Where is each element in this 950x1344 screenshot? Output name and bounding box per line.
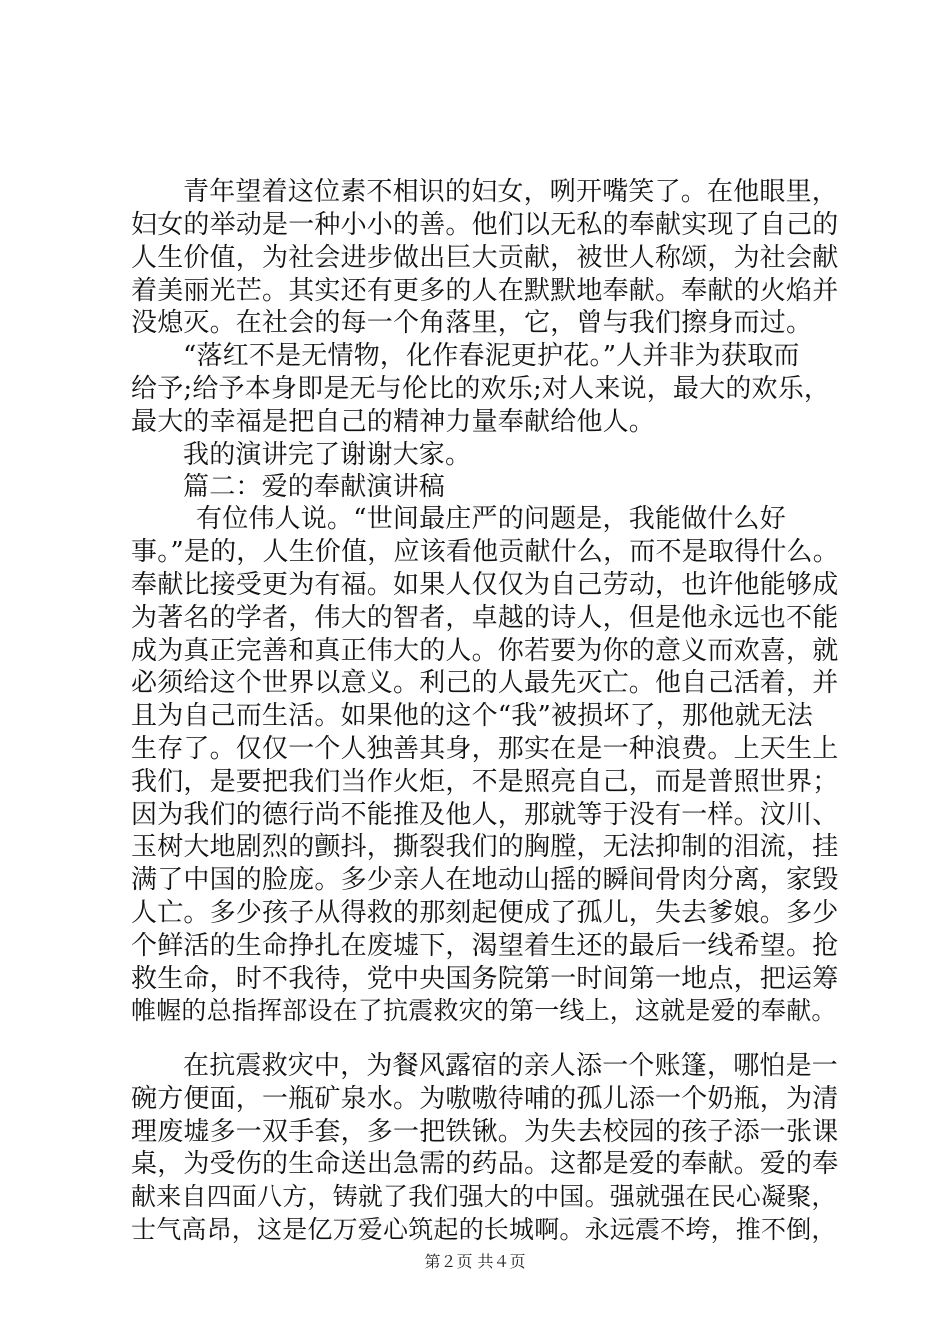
paragraph-line: 我们，是要把我们当作火炬，不是照亮自己，而是普照世界；	[131, 767, 839, 797]
paragraph-line: 士气高昂，这是亿万爱心筑起的长城啊。永远震不垮，推不倒，	[131, 1215, 837, 1244]
paragraph-line: 帷幄的总指挥部设在了抗震救灾的第一线上，这就是爱的奉献。	[131, 996, 837, 1025]
paragraph-line: 碗方便面，一瓶矿泉水。为嗷嗷待哺的孤儿添一个奶瓶，为清	[131, 1084, 839, 1114]
paragraph-line: 因为我们的德行尚不能推及他人，那就等于没有一样。汶川、	[131, 800, 839, 830]
section-heading: 篇二：爱的奉献演讲稿	[183, 472, 446, 502]
paragraph-line: 满了中国的脸庞。多少亲人在地动山摇的瞬间骨肉分离，家毁	[131, 865, 839, 895]
paragraph-line: 个鲜活的生命挣扎在废墟下，渴望着生还的最后一线希望。抢	[131, 931, 839, 961]
paragraph-line: 着美丽光芒。其实还有更多的人在默默地奉献。奉献的火焰并	[131, 276, 839, 306]
paragraph-line: “落红不是无情物，化作春泥更护花。”人并非为获取而	[183, 341, 800, 371]
paragraph-line: 且为自己而生活。如果他的这个“我”被损坏了，那他就无法	[131, 701, 813, 731]
paragraph-line: 青年望着这位素不相识的妇女，咧开嘴笑了。在他眼里，	[183, 177, 839, 207]
paragraph-line: 救生命，时不我待，党中央国务院第一时间第一地点，把运筹	[131, 964, 839, 994]
paragraph-line: 桌，为受伤的生命送出急需的药品。这都是爱的奉献。爱的奉	[131, 1149, 839, 1179]
paragraph-line: 妇女的举动是一种小小的善。他们以无私的奉献实现了自己的	[131, 210, 839, 240]
paragraph-line: 献来自四面八方，铸就了我们强大的中国。强就强在民心凝聚，	[131, 1182, 837, 1211]
paragraph-line: 生存了。仅仅一个人独善其身，那实在是一种浪费。上天生上	[131, 734, 839, 764]
paragraph-line: 人生价值，为社会进步做出巨大贡献，被世人称颂，为社会献	[131, 243, 839, 273]
paragraph-line: 奉献比接受更为有福。如果人仅仅为自己劳动，也许他能够成	[131, 570, 839, 600]
paragraph-line: 最大的幸福是把自己的精神力量奉献给他人。	[131, 407, 656, 437]
page-number-footer: 第２页 共４页	[424, 1252, 526, 1271]
paragraph-line: 理废墟多一双手套，多一把铁锹。为失去校园的孩子添一张课	[131, 1117, 839, 1147]
paragraph-line: 人亡。多少孩子从得救的那刻起便成了孤儿，失去爹娘。多少	[131, 898, 839, 928]
paragraph-line: 没熄灭。在社会的每一个角落里，它，曾与我们擦身而过。	[131, 308, 813, 338]
paragraph-line: 为著名的学者，伟大的智者，卓越的诗人，但是他永远也不能	[131, 603, 839, 633]
paragraph-line: 必须给这个世界以意义。利己的人最先灭亡。他自己活着，并	[131, 668, 839, 698]
paragraph-line: 给予;给予本身即是无与伦比的欢乐;对人来说，最大的欢乐，	[131, 374, 831, 404]
paragraph-line: 我的演讲完了谢谢大家。	[183, 440, 472, 470]
paragraph-line: 在抗震救灾中，为餐风露宿的亲人添一个账篷，哪怕是一	[183, 1051, 839, 1081]
paragraph-line: 玉树大地剧烈的颤抖，撕裂我们的胸膛，无法抑制的泪流，挂	[131, 832, 839, 862]
paragraph-line: 事。”是的，人生价值，应该看他贡献什么，而不是取得什么。	[131, 537, 839, 567]
paragraph-line: 成为真正完善和真正伟大的人。你若要为你的意义而欢喜，就	[131, 636, 839, 666]
paragraph-line: 有位伟人说。“世间最庄严的问题是，我能做什么好	[196, 504, 786, 534]
